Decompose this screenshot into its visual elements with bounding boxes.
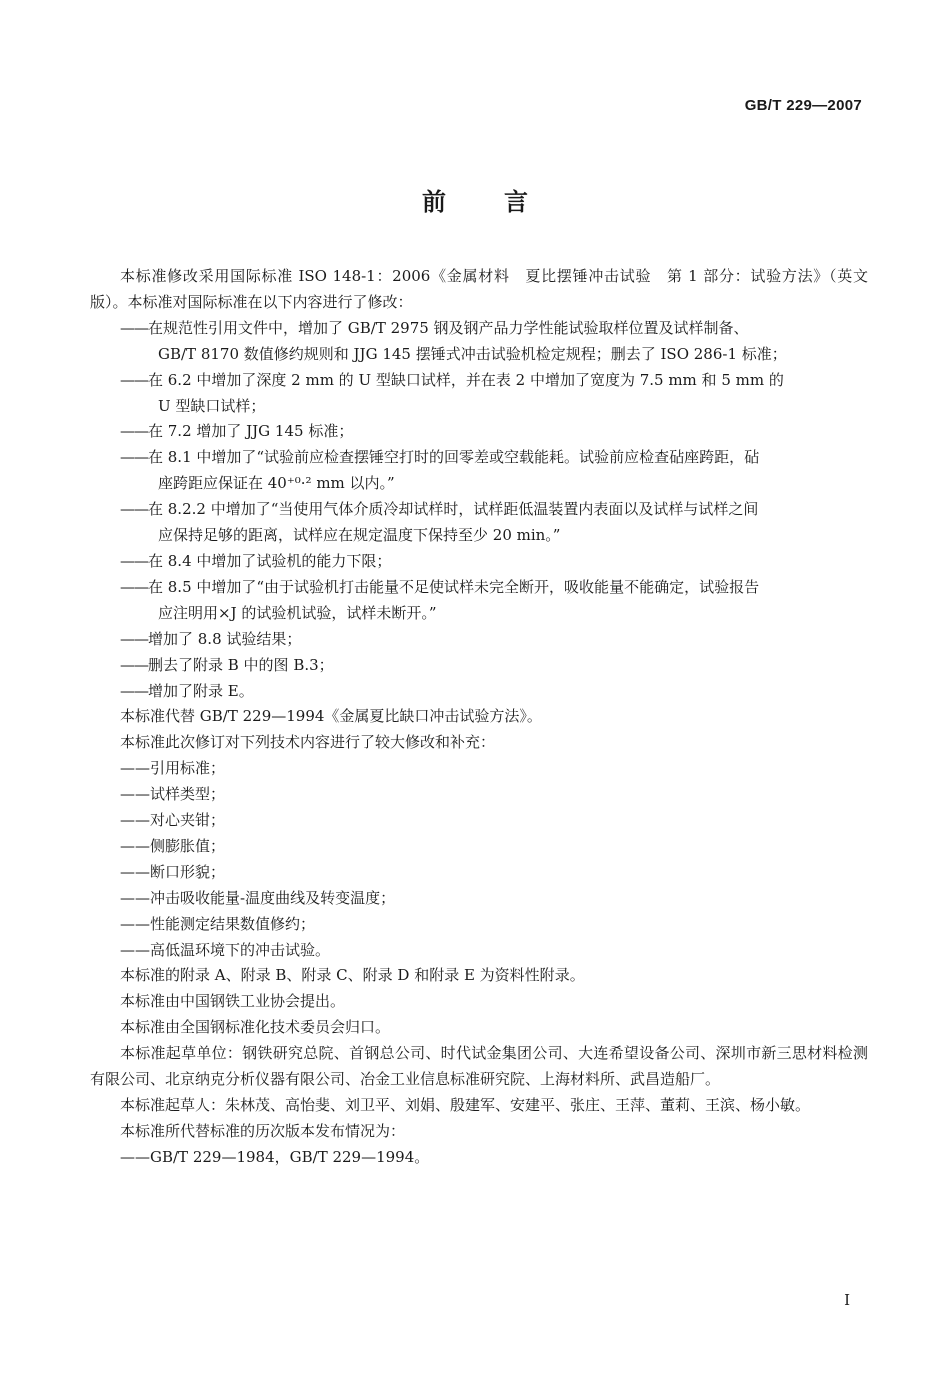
history-intro-paragraph: 本标准所代替标准的历次版本发布情况为： [120, 1121, 406, 1140]
list-item: ——引用标准； [120, 759, 226, 778]
replace-paragraph: 本标准代替 GB/T 229—1994《金属夏比缺口冲击试验方法》。 [120, 707, 542, 726]
drafters-paragraph: 本标准起草人：朱林茂、高怡斐、刘卫平、刘娟、殷建军、安建平、张庄、王萍、董莉、王滨、杨小敏。 [120, 1096, 811, 1114]
list-item: ——在 8.4 中增加了试验机的能力下限； [120, 551, 392, 570]
list-item: ——冲击吸收能量-温度曲线及转变温度； [120, 888, 396, 907]
revision-list [90, 756, 868, 963]
list-item: ——在 6.2 中增加了深度 2 mm 的 U 型缺口试样，并在表 2 中增加了宽度为 7.5 mm 和 5 mm 的 U 型缺口试样； [120, 370, 784, 415]
list-item: ——增加了 8.8 试验结果； [120, 629, 302, 648]
modification-list [90, 316, 868, 705]
list-item: ——在 8.5 中增加了“由于试验机打击能量不足使试样未完全断开，吸收能量不能确定，试验报告 应注明用×J 的试验机试验，试样未断开。” [120, 577, 760, 622]
annex-paragraph: 本标准的附录 A、附录 B、附录 C、附录 D 和附录 E 为资料性附录。 [120, 966, 585, 985]
list-item: ——高低温环境下的冲击试验。 [120, 940, 331, 959]
list-item: ——断口形貌； [120, 862, 226, 881]
intro-paragraph: 本标准修改采用国际标准 ISO 148-1：2006《金属材料 夏比摆锤冲击试验 第 1 部分：试验方法》（英文版）。本标准对国际标准在以下内容进行了修改： [90, 267, 868, 311]
centralized-by-paragraph: 本标准由全国钢标准化技术委员会归口。 [120, 1018, 391, 1037]
revision-intro-paragraph: 本标准此次修订对下列技术内容进行了较大修改和补充： [120, 733, 496, 752]
drafting-units-paragraph: 本标准起草单位：钢铁研究总院、首钢总公司、时代试金集团公司、大连希望设备公司、深圳市新三思材料检测有限公司、北京纳克分析仪器有限公司、冶金工业信息标准研究院、上海材料所、武昌造船厂。 [90, 1044, 868, 1089]
list-item: ——删去了附录 B 中的图 B.3； [120, 655, 334, 674]
proposed-by-paragraph: 本标准由中国钢铁工业协会提出。 [120, 992, 346, 1011]
list-item: ——性能测定结果数值修约； [120, 914, 316, 933]
page-title: 前言 [422, 188, 586, 216]
history-item: ——GB/T 229—1984，GB/T 229—1994。 [120, 1147, 430, 1166]
list-item: ——试样类型； [120, 785, 226, 804]
list-item: ——在 8.1 中增加了“试验前应检查摆锤空打时的回零差或空载能耗。试验前应检查砧座跨距，砧 座跨距应保证在 40⁺⁰·² mm 以内。” [120, 448, 760, 493]
list-item: ——侧膨胀值； [120, 836, 226, 855]
list-item: ——增加了附录 E。 [120, 681, 254, 700]
list-item: ——在规范性引用文件中，增加了 GB/T 2975 钢及钢产品力学性能试验取样位置及试样制备、 GB/T 8170 数值修约规则和 JJG 145 摆锤式冲击试验机检定规程；删去了 ISO 286-1 标准； [120, 318, 787, 363]
page-number: I [844, 1291, 850, 1309]
list-item: ——对心夹钳； [120, 811, 226, 830]
list-item: ——在 8.2.2 中增加了“当使用气体介质冷却试样时，试样距低温装置内表面以及试样与试样之间 应保持足够的距离，试样应在规定温度下保持至少 20 min。” [120, 500, 759, 545]
standard-code: GB/T 229—2007 [744, 97, 862, 114]
body-text [90, 264, 868, 1171]
list-item: ——在 7.2 增加了 JJG 145 标准； [120, 422, 354, 441]
